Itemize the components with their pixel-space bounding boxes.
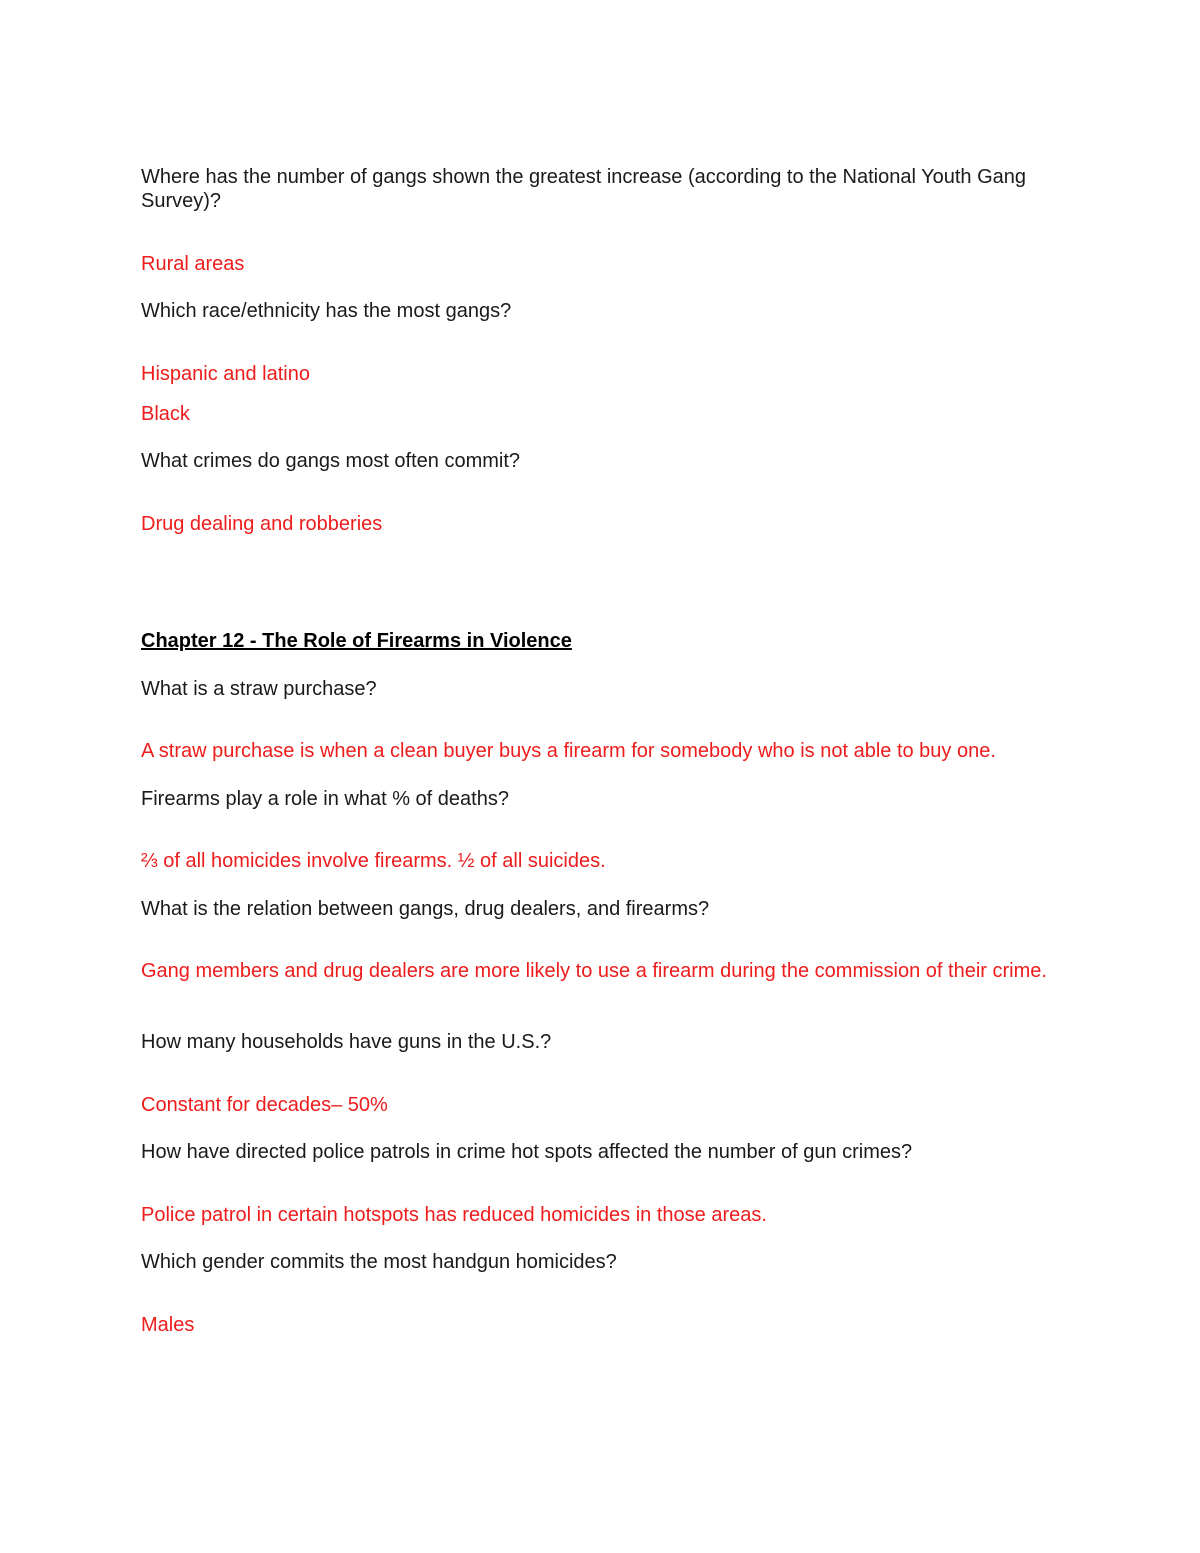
question-gang-crimes: What crimes do gangs most often commit? — [141, 450, 521, 472]
answer-gender-homicides: Males — [141, 1314, 195, 1336]
answer-gang-crimes: Drug dealing and robberies — [141, 513, 383, 535]
answer-race-ethnicity-1: Hispanic and latino — [141, 363, 310, 385]
question-gangs-drugs-firearms: What is the relation between gangs, drug dealers, and firearms? — [141, 898, 710, 920]
question-firearm-deaths: Firearms play a role in what % of deaths? — [141, 788, 509, 810]
answer-gang-increase: Rural areas — [141, 253, 245, 275]
question-gender-homicides: Which gender commits the most handgun homicides? — [141, 1251, 617, 1273]
question-straw-purchase: What is a straw purchase? — [141, 678, 377, 700]
answer-police-patrols: Police patrol in certain hotspots has reduced homicides in those areas. — [141, 1204, 767, 1226]
question-race-ethnicity: Which race/ethnicity has the most gangs? — [141, 300, 512, 322]
question-households-guns: How many households have guns in the U.S.? — [141, 1031, 552, 1053]
answer-gangs-drugs-firearms: Gang members and drug dealers are more likely to use a firearm during the commission of their crime. — [141, 960, 1047, 982]
question-police-patrols: How have directed police patrols in crime hot spots affected the number of gun crimes? — [141, 1141, 913, 1163]
answer-firearm-deaths: ⅔ of all homicides involve firearms. ½ of all suicides. — [141, 850, 606, 872]
question-gang-increase: Where has the number of gangs shown the greatest increase (according to the National Youth Gang Survey)? — [141, 166, 1026, 212]
answer-straw-purchase: A straw purchase is when a clean buyer buys a firearm for somebody who is not able to buy one. — [141, 740, 996, 762]
answer-race-ethnicity-2: Black — [141, 403, 190, 425]
answer-households-guns: Constant for decades– 50% — [141, 1094, 388, 1116]
chapter-heading: Chapter 12 - The Role of Firearms in Violence — [141, 630, 572, 652]
